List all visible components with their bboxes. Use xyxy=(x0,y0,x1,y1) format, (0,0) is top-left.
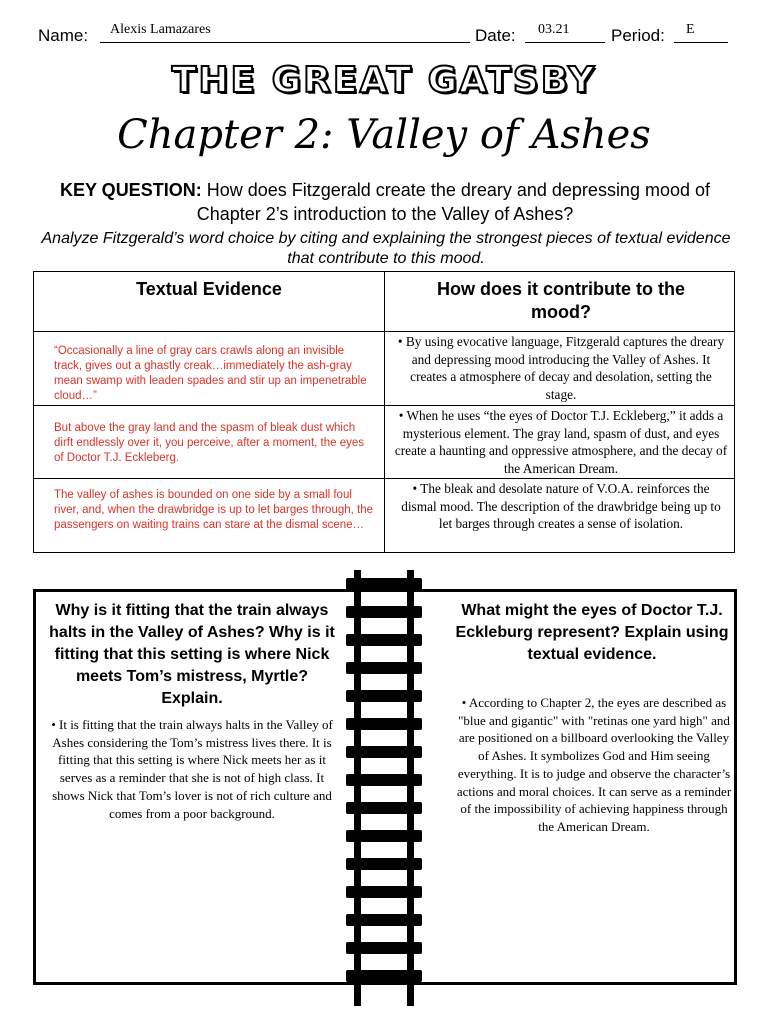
railroad-track-icon xyxy=(346,570,422,1006)
answer-eyes[interactable]: • According to Chapter 2, the eyes are described as "blue and gigantic" with "retinas one yard high" and are positioned on a billboard overlooking the Valley of Ashes. It symbolizes God and Him seeing everything. It is to judge and observe the character’s actions and moral choices. It can serve as a reminder of the impossibility of achieving happiness through the American Dream. xyxy=(456,695,732,834)
question-heading-train: Why is it fitting that the train always halts in the Valley of Ashes? Why is it fitting that this setting is where Nick meets Tom’s mistress, Myrtle? Explain. xyxy=(49,602,335,707)
period-label: Period: xyxy=(611,26,665,45)
row-divider xyxy=(34,331,734,332)
period-field-line xyxy=(674,42,728,43)
question-heading-eyes: What might the eyes of Doctor T.J. Eckleburg represent? Explain using textual evidence. xyxy=(455,602,729,663)
period-field[interactable]: E xyxy=(686,22,695,37)
evidence-table xyxy=(33,271,735,553)
name-field[interactable]: Alexis Lamazares xyxy=(110,22,211,37)
date-label: Date: xyxy=(475,26,516,45)
evidence-cell[interactable]: But above the gray land and the spasm of bleak dust which dirft endlessly over it, you perceive, after a moment, the eyes of Doctor T.J. Eckleberg. xyxy=(54,422,365,464)
evidence-cell[interactable]: The valley of ashes is bounded on one side by a small foul river, and, when the drawbridge is up to let barges through, the passengers on waiting trains can stare at the dismal scene… xyxy=(54,489,374,531)
date-field[interactable]: 03.21 xyxy=(538,22,570,37)
key-question-label: KEY QUESTION: xyxy=(60,180,202,200)
date-field-line xyxy=(525,42,605,43)
row-divider xyxy=(34,405,734,406)
column-divider xyxy=(384,272,385,552)
name-field-line xyxy=(100,42,470,43)
row-divider xyxy=(34,478,734,479)
worksheet-title: THE GREAT GATSBY xyxy=(171,60,597,101)
name-label: Name: xyxy=(38,26,89,45)
table-header-evidence: Textual Evidence xyxy=(136,279,282,299)
key-question-text: How does Fitzgerald create the dreary and depressing mood of Chapter 2’s introduction to the Valley of Ashes? xyxy=(196,180,710,224)
key-question xyxy=(40,178,730,226)
evidence-cell[interactable]: “Occasionally a line of gray cars crawls along an invisible track, gives out a ghastly creak…immediately the ash-gray mean swamp with leaden spades and stir up an impenetrable cloud…” xyxy=(54,345,367,402)
answer-train[interactable]: • It is fitting that the train always halts in the Valley of Ashes considering the Tom’s mistress lives there. It is fitting that this setting is where Nick meets her as it serves as a reminder that she is not of high class. It shows Nick that Tom’s lover is not of rich culture and comes from a poor background. xyxy=(51,717,333,821)
analysis-cell[interactable]: • By using evocative language, Fitzgerald captures the dreary and depressing mood introducing the Valley of Ashes. It creates a atmosphere of decay and desolation, setting the stage. xyxy=(397,334,725,402)
student-info-header xyxy=(38,22,738,52)
analysis-cell[interactable]: • When he uses “the eyes of Doctor T.J. Eckleberg,” it adds a mysterious element. The gray land, spasm of dust, and eyes create a haunting and oppressive atmosphere, and the decay of the American Dream. xyxy=(394,408,728,476)
table-header-mood: How does it contribute to the mood? xyxy=(437,279,685,322)
chapter-subtitle: Chapter 2: Valley of Ashes xyxy=(117,112,651,158)
instruction-text: Analyze Fitzgerald’s word choice by citing and explaining the strongest pieces of textual evidence that contribute to this mood. xyxy=(41,230,731,267)
analysis-cell[interactable]: • The bleak and desolate nature of V.O.A. reinforces the dismal mood. The description of the drawbridge being up to let barges through creates a sense of isolation. xyxy=(401,481,721,531)
